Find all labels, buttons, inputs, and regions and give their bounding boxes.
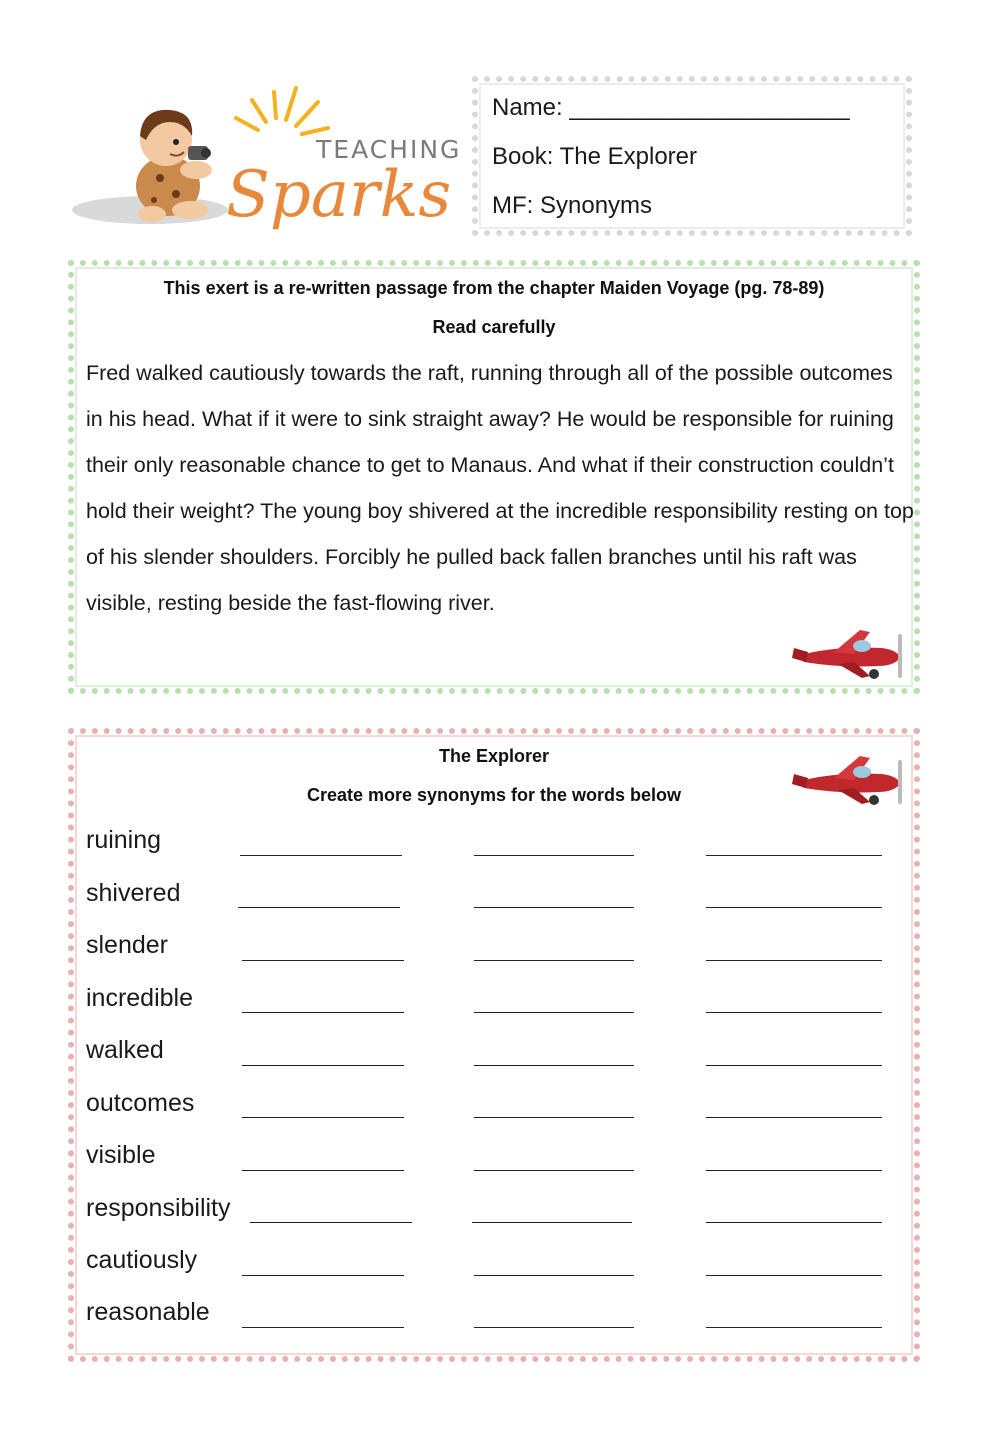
answer-blank[interactable] — [474, 1170, 634, 1171]
answer-blank[interactable] — [706, 1170, 882, 1171]
student-info-box — [472, 76, 912, 236]
answer-blank[interactable] — [242, 1065, 404, 1066]
red-airplane-icon — [790, 626, 910, 682]
word-reasonable: reasonable — [86, 1298, 210, 1326]
word-ruining: ruining — [86, 826, 162, 854]
answer-blank[interactable] — [474, 1117, 634, 1118]
answer-blank[interactable] — [472, 1222, 632, 1223]
answer-blank[interactable] — [242, 960, 404, 961]
sun-rays-icon — [236, 88, 328, 134]
answer-blank[interactable] — [474, 1012, 634, 1013]
answer-blank[interactable] — [474, 855, 634, 856]
word-cautiously: cautiously — [86, 1246, 198, 1274]
caveman-mascot-icon — [136, 110, 212, 222]
answer-blank[interactable] — [474, 907, 634, 908]
word-slender: slender — [86, 931, 168, 959]
answer-blank[interactable] — [474, 1065, 634, 1066]
synonyms-instruction: Create more synonyms for the words below — [306, 785, 682, 805]
passage-box — [68, 260, 920, 694]
answer-blank[interactable] — [706, 1065, 882, 1066]
answer-blank[interactable] — [242, 1275, 404, 1276]
answer-blank[interactable] — [474, 1327, 634, 1328]
answer-blank[interactable] — [706, 1117, 882, 1118]
answer-blank[interactable] — [242, 1117, 404, 1118]
passage-subheading: Read carefully — [432, 317, 556, 337]
answer-blank[interactable] — [474, 960, 634, 961]
word-incredible: incredible — [86, 984, 194, 1012]
answer-blank[interactable] — [242, 1170, 404, 1171]
answer-blank[interactable] — [474, 1275, 634, 1276]
answer-blank[interactable] — [706, 1012, 882, 1013]
word-walked: walked — [86, 1036, 164, 1064]
answer-blank[interactable] — [240, 855, 402, 856]
answer-blank[interactable] — [242, 1327, 404, 1328]
red-airplane-icon — [790, 752, 910, 808]
passage-heading: This exert is a re-written passage from the chapter Maiden Voyage (pg. 78-89) — [163, 278, 825, 298]
synonyms-title: The Explorer — [438, 746, 550, 766]
synonyms-box — [68, 728, 920, 1362]
teaching-sparks-logo — [70, 78, 462, 238]
word-responsibility: responsibility — [86, 1194, 231, 1222]
word-visible: visible — [86, 1141, 156, 1169]
answer-blank[interactable] — [706, 1327, 882, 1328]
answer-blank[interactable] — [238, 907, 400, 908]
logo-teaching-text: TEACHING — [316, 135, 462, 164]
mf-label: MF: Synonyms — [492, 192, 653, 219]
logo-sparks-text: Sparks — [226, 158, 452, 232]
answer-blank[interactable] — [250, 1222, 412, 1223]
answer-blank[interactable] — [706, 855, 882, 856]
word-outcomes: outcomes — [86, 1089, 195, 1117]
answer-blank[interactable] — [706, 907, 882, 908]
answer-blank[interactable] — [242, 1012, 404, 1013]
passage-text: Fred walked cautiously towards the raft, running through all of the possible outcomes in his head. What if it were to sink straight away? He would be responsible for ruining their only reasonable chance to get to Manaus. And what if their construction couldn’t hold their weight? The young boy shivered at the incredible responsibility resting on top of his slender shoulders. Forcibly he pulled back fallen branches until his raft was visible, resting beside the fast-flowing river. — [86, 361, 914, 615]
answer-blank[interactable] — [706, 1222, 882, 1223]
book-label: Book: The Explorer — [492, 143, 697, 170]
answer-blank[interactable] — [706, 960, 882, 961]
name-field-label[interactable]: Name: _____________________ — [492, 94, 850, 121]
answer-blank[interactable] — [706, 1275, 882, 1276]
word-shivered: shivered — [86, 879, 181, 907]
